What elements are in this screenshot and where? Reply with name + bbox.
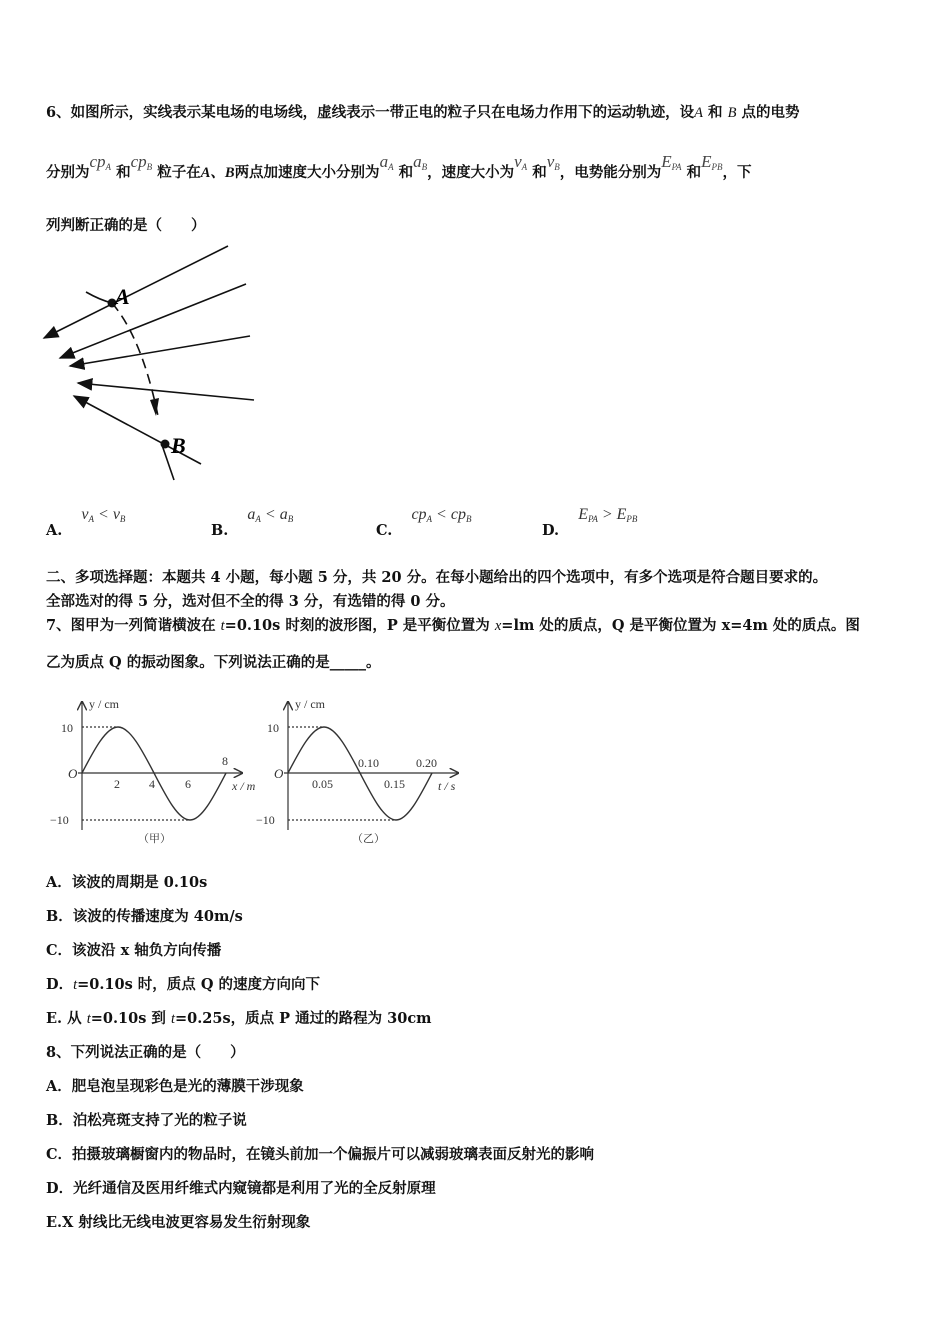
q7-option-b[interactable]: B．该波的传播速度为 40m/s xyxy=(46,908,243,925)
x-tick: 6 xyxy=(185,777,191,791)
q8-option-d[interactable]: D．光纤通信及医用纤维式内窥镜都是利用了光的全反射原理 xyxy=(46,1180,436,1197)
t-tick: 0.10 xyxy=(358,756,379,770)
y-label: y / cm xyxy=(89,697,119,711)
x-tick: 4 xyxy=(149,777,155,791)
q7-option-c[interactable]: C．该波沿 x 轴负方向传播 xyxy=(46,942,222,959)
field-line xyxy=(44,246,228,338)
q6-option-c[interactable]: C. $cp_A < cp_B$ xyxy=(376,506,472,539)
caption: （乙） xyxy=(352,833,385,845)
trajectory-path xyxy=(112,303,158,416)
origin-label: O xyxy=(274,766,284,781)
q6-option-d[interactable]: D. $E_{PA} > E_{PB}$ xyxy=(542,506,638,539)
q6-option-b[interactable]: B. $a_A < a_B$ xyxy=(211,506,294,539)
t-tick: 0.20 xyxy=(416,756,437,770)
field-line xyxy=(78,383,254,400)
caption: （甲） xyxy=(138,833,171,845)
q6-option-a[interactable]: A. $v_A < v_B$ xyxy=(46,506,126,539)
q6-line2: 分别为$cp_A$ 和$cp_B$ 粒子在A、B两点加速度大小分别为$a_A$ 和$a_B$，速度大小为$v_A$ 和$v_B$，电势能分别为$E_{PA}$ 和$E_{PB}$，下 xyxy=(46,152,752,181)
q7-option-d[interactable]: D．t=0.10s 时，质点 Q 的速度方向向下 xyxy=(46,976,321,993)
y-label: y / cm xyxy=(295,697,325,711)
label-b: B xyxy=(171,433,186,458)
vibration-graph xyxy=(248,692,478,850)
q8-option-a[interactable]: A．肥皂泡呈现彩色是光的薄膜干涉现象 xyxy=(46,1078,304,1095)
y-top-label: 10 xyxy=(61,721,73,735)
x-label: t / s xyxy=(438,779,456,793)
wave-graph xyxy=(42,692,272,850)
point-b xyxy=(161,440,170,449)
x-tick: 2 xyxy=(114,777,120,791)
q8-option-b[interactable]: B．泊松亮斑支持了光的粒子说 xyxy=(46,1112,247,1129)
t-tick: 0.15 xyxy=(384,777,405,791)
origin-label: O xyxy=(68,766,78,781)
x-tick: 8 xyxy=(222,754,228,768)
q8-stem: 8、下列说法正确的是（ ） xyxy=(46,1044,245,1061)
q6-options xyxy=(46,508,686,542)
q7-option-e[interactable]: E. 从 t=0.10s 到 t=0.25s，质点 P 通过的路程为 30cm xyxy=(46,1010,432,1027)
field-line xyxy=(60,284,246,358)
q8-option-c[interactable]: C．拍摄玻璃橱窗内的物品时，在镜头前加一个偏振片可以减弱玻璃表面反射光的影响 xyxy=(46,1146,595,1163)
y-top-label: 10 xyxy=(267,721,279,735)
q7-line2: 乙为质点 Q 的振动图象。下列说法正确的是_____。 xyxy=(46,654,381,671)
section2-line2: 全部选对的得 5 分，选对但不全的得 3 分，有选错的得 0 分。 xyxy=(46,593,455,610)
q8-option-e[interactable]: E.X 射线比无线电波更容易发生衍射现象 xyxy=(46,1214,311,1231)
label-a: A xyxy=(115,284,130,309)
q6-line3: 列判断正确的是（ ） xyxy=(46,217,206,234)
t-tick: 0.05 xyxy=(312,777,333,791)
section2-line1: 二、多项选择题：本题共 4 小题，每小题 5 分，共 20 分。在每小题给出的四个选项中，有多个选项是符合题目要求的。 xyxy=(46,569,828,586)
electric-field-figure xyxy=(38,240,268,490)
q7-option-a[interactable]: A．该波的周期是 0.10s xyxy=(46,874,208,891)
q7-line1: 7、图甲为一列简谐横波在 t=0.10s 时刻的波形图，P 是平衡位置为 x=lm 处的质点，Q 是平衡位置为 x=4m 处的质点。图 xyxy=(46,617,860,634)
field-line xyxy=(70,336,250,366)
y-bottom-label: −10 xyxy=(256,813,275,827)
x-label: x / m xyxy=(232,779,256,793)
q6-line1: 6、如图所示，实线表示某电场的电场线，虚线表示一带正电的粒子只在电场力作用下的运动轨迹，设A 和 B 点的电势 xyxy=(46,104,800,121)
y-bottom-label: −10 xyxy=(50,813,69,827)
